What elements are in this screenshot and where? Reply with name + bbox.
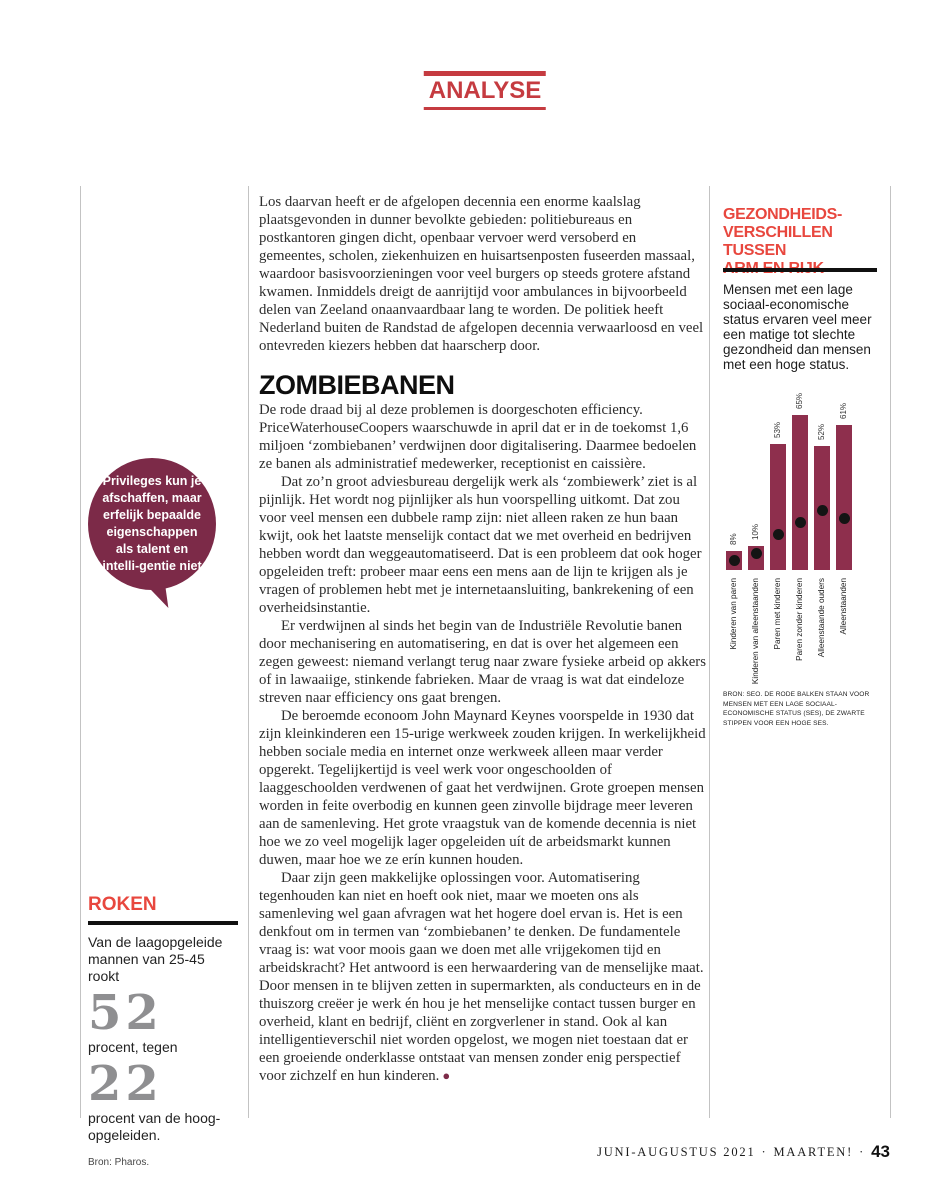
bar-value-label: 65% xyxy=(795,392,804,409)
article-paragraph xyxy=(259,869,706,1085)
footer-magazine-title: MAARTEN! xyxy=(773,1144,854,1159)
sidebar-description: Mensen met een lage sociaal-economische status ervaren veel meer een matige tot slechte gezondheid dan mensen met een hoge status. xyxy=(723,282,872,372)
chart-source-note: BRON: SEO. DE RODE BALKEN STAAN VOOR MENSEN MET EEN LAGE SOCIAAL-ECONOMISCHE STATUS (SES), DE ZWARTE STIPPEN VOOR EEN HOGE SES. xyxy=(723,691,870,727)
article-paragraph: De rode draad bij al deze problemen is doorgeschoten efficiency. PriceWaterhouseCoopers waarschuwde in april dat er in de toekomst 1,6 miljoen ‘zombiebanen’ verdwijnen door digitalisering. Daarmee bedoelen ze banen als administratief medewerker, receptionist en caissière. xyxy=(259,402,697,472)
ses-bar-chart xyxy=(723,386,890,696)
dot-high-ses xyxy=(817,505,828,516)
pull-quote-text: Privileges kun je afschaffen, maar erfelijk bepaalde eigenschappen als talent en intelli-gentie niet xyxy=(102,474,202,573)
bar-category-label: Kinderen van alleenstaanden xyxy=(751,578,760,685)
article-body xyxy=(259,193,706,1085)
dot-high-ses xyxy=(839,513,850,524)
footer-separator: · xyxy=(761,1144,768,1159)
footer-separator: · xyxy=(859,1144,866,1159)
column-rule-right xyxy=(890,186,891,1118)
smoking-box-after: procent van de hoog-opgeleiden. xyxy=(88,1110,221,1143)
bar-value-label: 61% xyxy=(839,402,848,419)
bar-category-label: Paren zonder kinderen xyxy=(795,578,804,661)
bar-category-label: Kinderen van paren xyxy=(729,578,738,650)
bar-category-label: Paren met kinderen xyxy=(773,578,782,650)
sidebar-heading-line: VERSCHILLEN TUSSEN xyxy=(723,224,833,259)
bar-category-label: Alleenstaande ouders xyxy=(817,578,826,658)
footer-issue: JUNI-AUGUSTUS 2021 xyxy=(597,1144,756,1159)
article-paragraph: Dat zo’n groot adviesbureau dergelijk werk als ‘zombiewerk’ ziet is al pijnlijk. Het wordt nog pijnlijker als hun voorspelling uitkomt. Dat zou voor veel mensen een dubbele ramp zijn: niet alleen raken ze hun baan kwijt, ook het laatste menselijk contact dat we met overheid en bedrijven hebben wordt dan weggeautomatiseerd. Dat is een probleem dat ook hoger opgeleiden treft: probeer maar eens een mens aan de lijn te krijgen als je vragen of problemen hebt met je internetaansluiting, bankrekening of een overheidsinstantie. xyxy=(259,474,702,616)
article-paragraph-text: Daar zijn geen makkelijke oplossingen voor. Automatisering tegenhouden kan niet en hoeft ook niet, maar we moeten ons als samenleving wel gaan afvragen wat het hogere doel ervan is. Het is een denkfout om in termen van ‘zombiebanen’ te denken. De fundamentele vraag is: wat voor moois gaan we doen met alle vrijgekomen tijd en arbeidskracht? Het antwoord is een herwaardering van de menselijke maat. Door mensen in te blijven zetten in supermarkten, als conducteurs en in de thuiszorg creëer je werk én hou je het menselijke contact tussen burger en overheid, klant en bedrijf, cliënt en zorgverlener in stand. Ook al kan intelligentieverschil niet worden opgelost, we mogen niet toestaan dat er een groeiende onderklasse ontstaat van mensen zonder enig perspectief voor zichzelf en hun kinderen. xyxy=(259,870,704,1084)
section-heading: ZOMBIEBANEN xyxy=(259,370,455,400)
smoking-box-between: procent, tegen xyxy=(88,1039,178,1055)
bar-low-ses xyxy=(792,415,808,570)
dot-high-ses xyxy=(795,517,806,528)
sidebar-rule xyxy=(723,268,877,272)
dot-high-ses xyxy=(751,548,762,559)
smoking-stat-low-educated: 52 xyxy=(88,985,163,1041)
smoking-box-heading: ROKEN xyxy=(88,894,157,915)
sidebar-heading-line: GEZONDHEIDS- xyxy=(723,206,843,223)
pull-quote-bubble xyxy=(88,458,216,590)
page-footer xyxy=(597,1142,890,1162)
column-rule-sidebar xyxy=(709,186,710,1118)
pull-quote-bubble-tail xyxy=(138,572,169,611)
article-paragraph: De beroemde econoom John Maynard Keynes voorspelde in 1930 dat zijn kleinkinderen een 15-urige werkweek zouden krijgen. In werkelijkheid hebben sociale media en internet onze werkweek alleen maar verder opgerekt. Tegelijkertijd is veel werk voor ongeschoolden of laaggeschoolden verdwenen of gaat het verdwijnen. Grote groepen mensen worden in feite overbodig en kunnen geen zinvolle bijdrage meer leveren aan de samenleving. Het grote vraagstuk van de komende decennia is niet hoe we zo veel mogelijk lager opgeleiden uít de arbeidsmarkt kunnen duwen, maar hoe we ze erín kunnen houden. xyxy=(259,708,706,868)
article-paragraph: Er verdwijnen al sinds het begin van de Industriële Revolutie banen door mechanisering en automatisering, en dat is over het algemeen een zegen geweest: niemand verlangt terug naar zware fysieke arbeid op akkers of in lawaaiige, stinkende fabrieken. Maar de vraag is wat dat eindeloze streven naar efficiency ons gaat brengen. xyxy=(259,618,706,706)
bar-value-label: 53% xyxy=(773,421,782,438)
kicker xyxy=(424,71,546,110)
bar-value-label: 10% xyxy=(751,523,760,540)
column-rule-margin xyxy=(248,186,249,1118)
bar-low-ses xyxy=(836,425,852,570)
dot-high-ses xyxy=(773,529,784,540)
column-rule-left xyxy=(80,186,81,1118)
bar-low-ses xyxy=(770,444,786,570)
smoking-stat-high-educated: 22 xyxy=(88,1056,163,1112)
bar-category-label: Alleenstaanden xyxy=(839,578,848,635)
bar-value-label: 8% xyxy=(729,533,738,545)
bar-value-label: 52% xyxy=(817,423,826,440)
kicker-label: ANALYSE xyxy=(424,71,546,110)
smoking-stat-box xyxy=(88,894,238,1168)
smoking-box-intro: Van de laagopgeleide mannen van 25-45 rookt xyxy=(88,934,223,984)
article-end-mark: ● xyxy=(442,1068,451,1083)
dot-high-ses xyxy=(729,555,740,566)
smoking-box-rule xyxy=(88,921,238,925)
footer-page-number: 43 xyxy=(871,1142,890,1161)
article-intro-paragraph: Los daarvan heeft er de afgelopen decennia een enorme kaalslag plaatsgevonden in dunner bevolkte gebieden: politiebureaus en postkantoren gingen dicht, openbaar vervoer werd versoberd en gemeentes, scholen, ziekenhuizen en huisartsenposten fuseerden massaal, waardoor basisvoorzieningen voor veel burgers op steeds grotere afstand kwamen. Inmiddels dreigt de aanrijtijd voor ambulances in bijvoorbeeld delen van Zeeland onaanvaardbaar lang te worden. De politiek heeft Nederland buiten de Randstad de afgelopen decennia verwaarloosd en veel ontevreden kiezers hebben dat haarscherp door. xyxy=(259,194,704,354)
smoking-box-source: Bron: Pharos. xyxy=(88,1157,150,1168)
